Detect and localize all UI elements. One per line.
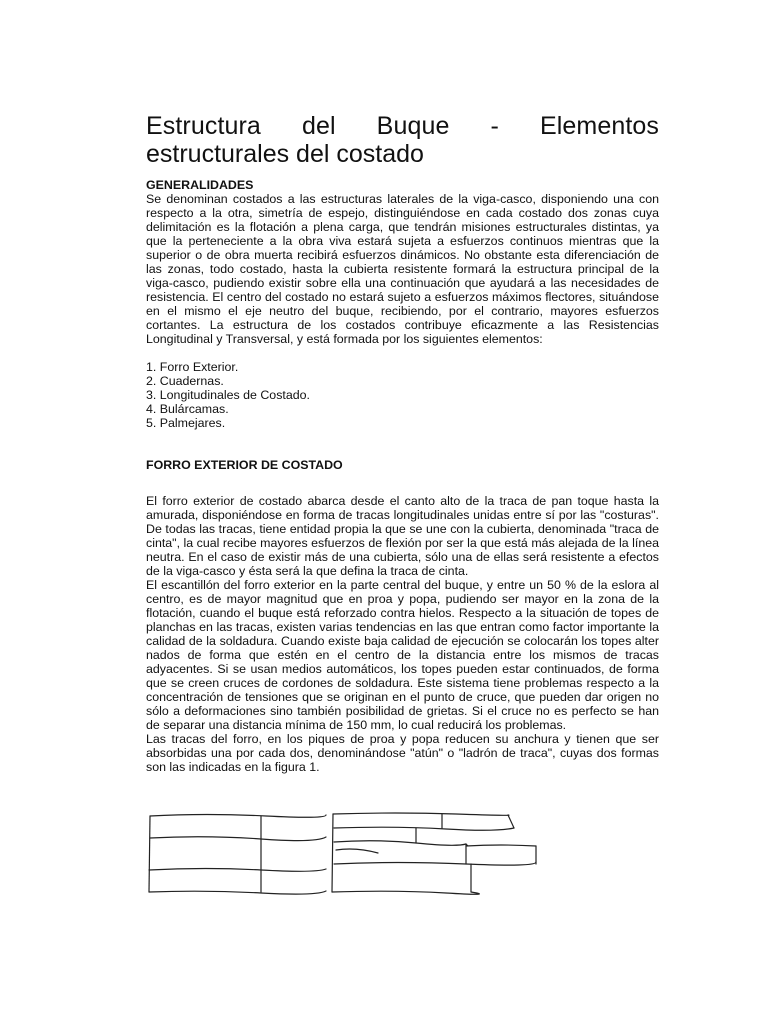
elements-list: [146, 360, 659, 430]
list-item: 1. Forro Exterior.: [146, 360, 239, 374]
document-page: [146, 112, 659, 774]
paragraph-forro-1: El forro exterior de costado abarca desde el canto alto de la traca de pan toque hasta la amurada, disponiéndose en forma de tracas longitudinales unidas entre sí por las "costuras". De todas las tracas, tiene entidad propia la que se une con la cubierta, denominada "traca de cinta", la cual recibe mayores esfuerzos de flexión por ser la que está más alejada de la línea neutra. En el caso de existir más de una cubierta, sólo una de ellas será resistente a efectos de la viga-casco y ésta será la que defina la traca de cinta.: [146, 494, 659, 578]
list-item: 5. Palmejares.: [146, 416, 226, 430]
paragraph-forro-3: Las tracas del forro, en los piques de proa y popa reducen su anchura y tienen que ser absorbidas una por cada dos, denominándose "atún" o "ladrón de traca", cuyas dos formas son las indicadas en la figura 1.: [146, 732, 659, 774]
list-item: 3. Longitudinales de Costado.: [146, 388, 310, 402]
figure-right-panel: [332, 813, 536, 894]
list-item: 2. Cuadernas.: [146, 374, 224, 388]
section-heading-generalidades: GENERALIDADES: [146, 178, 254, 192]
page-title-line1: Estructura del Buque - Elementos: [146, 112, 659, 140]
figure-left-panel: [149, 815, 326, 895]
figure-1-strake-diagram: [146, 806, 546, 898]
paragraph-generalidades: Se denominan costados a las estructuras laterales de la viga-casco, disponiendo una con respecto a la otra, simetría de espejo, distinguiéndose en cada costado dos zonas cuya delimitación es la flotación a plena carga, que tendrán misiones estructurales distintas, ya que la perteneciente a la obra viva estará sujeta a esfuerzos continuos mientras que la superior o de obra muerta recibirá esfuerzos dinámicos. No obstante esta diferenciación de las zonas, todo costado, hasta la cubierta resistente formará la estructura principal de la viga-casco, pudiendo existir sobre ella una continuación que ayudará a las necesidades de resistencia. El centro del costado no estará sujeto a esfuerzos máximos flectores, situándose en el mismo el eje neutro del buque, recibiendo, por el contrario, mayores esfuerzos cortantes. La estructura de los costados contribuye eficazmente a las Resistencias Longitudinal y Transversal, y está formada por los siguientes elementos:: [146, 192, 659, 346]
section-heading-forro-exterior: FORRO EXTERIOR DE COSTADO: [146, 458, 343, 472]
page-title-line2: estructurales del costado: [146, 140, 424, 168]
list-item: 4. Bulárcamas.: [146, 402, 229, 416]
paragraph-forro-2: El escantillón del forro exterior en la parte central del buque, y entre un 50 % de la eslora al centro, es de mayor magnitud que en proa y popa, pudiendo ser mayor en la zona de la flotación, cuando el buque está reforzado contra hielos. Respecto a la situación de topes de planchas en las tracas, existen varias tendencias en las que entran como factor importante la calidad de la soldadura. Cuando existe baja calidad de ejecución se colocarán los topes alter nados de forma que estén en el centro de la distancia entre los mismos de tracas adyacentes. Si se usan medios automáticos, los topes pueden estar continuados, de forma que se creen cruces de cordones de soldadura. Este sistema tiene problemas respecto a la concentración de tensiones que se originan en el punto de cruce, que pueden dar origen no sólo a deformaciones sino también posibilidad de grietas. Si el cruce no es perfecto se han de separar una distancia mínima de 150 mm, lo cual reducirá los problemas.: [146, 578, 659, 732]
